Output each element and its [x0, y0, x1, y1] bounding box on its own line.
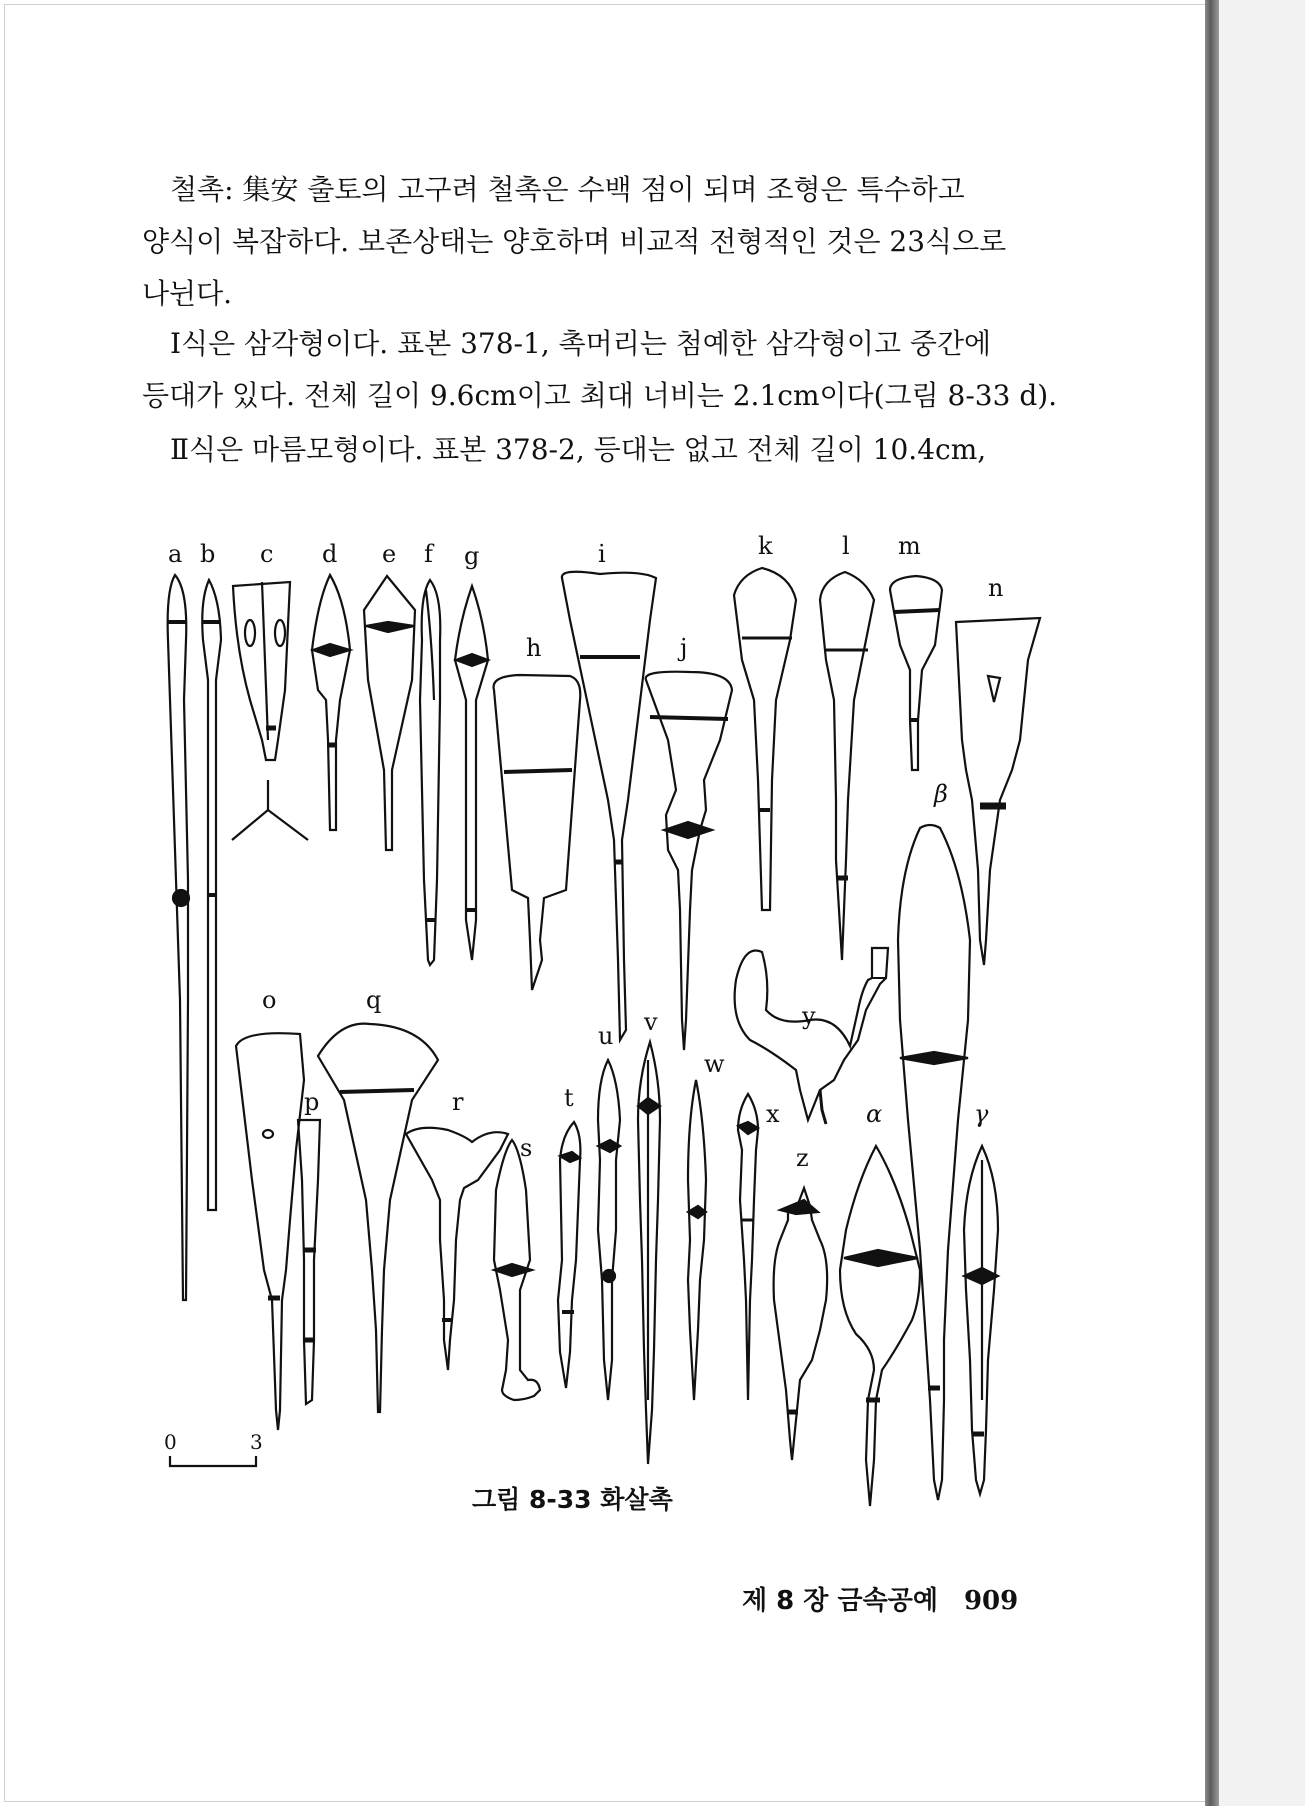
text-line: 철촉: 集安 출토의 고구려 철촉은 수백 점이 되며 조형은 특수하고	[170, 173, 965, 206]
midrib-c	[262, 582, 268, 740]
figure-label-c: c	[260, 540, 274, 568]
figure-label-p: p	[304, 1088, 320, 1116]
tip-y	[820, 1090, 826, 1124]
ridge-h	[504, 770, 572, 772]
node-u	[603, 1270, 615, 1282]
figure-label-t: t	[564, 1084, 574, 1112]
ridge-beta	[900, 1052, 968, 1064]
arrowhead-x	[738, 1094, 758, 1400]
arrowhead-r	[406, 1128, 508, 1370]
chapter-title: 제 8 장 금속공예	[742, 1586, 938, 1616]
figure-label-f: f	[424, 540, 433, 568]
arrowhead-p	[298, 1120, 320, 1404]
ridge-x	[738, 1122, 758, 1134]
hole-n	[988, 676, 1000, 702]
ridge-g	[456, 654, 488, 666]
figure-label-l: l	[842, 532, 850, 560]
figure-label-s: s	[520, 1134, 533, 1162]
arrowhead-d	[312, 575, 350, 830]
ridge-w	[688, 1206, 706, 1218]
arrowhead-alpha	[840, 1146, 920, 1506]
page-number: 909	[963, 1586, 1019, 1616]
arrowhead-e	[364, 576, 415, 850]
arrowhead-o	[236, 1033, 304, 1430]
figure-label-b: b	[200, 540, 216, 568]
figure-label-m: m	[898, 532, 921, 560]
scale-start-label: 0	[164, 1430, 177, 1454]
scale-bar-line	[170, 1456, 256, 1466]
page-footer	[742, 1580, 1018, 1617]
arrowhead-a	[168, 575, 188, 1300]
figure-label-z: z	[796, 1144, 809, 1172]
figure-label-alpha: α	[866, 1100, 883, 1128]
figure-label-y: y	[802, 1002, 816, 1030]
ridge-m	[894, 610, 940, 612]
figure-label-j: j	[680, 634, 688, 662]
arrowhead-w	[688, 1080, 706, 1400]
arrowhead-i	[562, 572, 656, 1040]
scale-end-label: 3	[250, 1430, 263, 1454]
text-line: 등대가 있다. 전체 길이 9.6cm이고 최대 너비는 2.1cm이다(그림 8-33 d).	[142, 379, 1058, 412]
arrowhead-l	[820, 572, 874, 960]
hole-c1	[245, 620, 255, 646]
figure-label-o: o	[262, 986, 277, 1014]
figure-label-beta: β	[934, 780, 948, 808]
figure-label-w: w	[704, 1050, 725, 1078]
figure-label-a: a	[168, 540, 183, 568]
figure-label-gamma: γ	[974, 1100, 989, 1128]
arrowhead-y	[735, 948, 888, 1120]
edge-f	[426, 590, 434, 700]
text-line: 양식이 복잡하다. 보존상태는 양호하며 비교적 전형적인 것은 23식으로	[142, 225, 1007, 258]
arrowhead-j	[646, 672, 732, 1050]
arrowhead-c	[233, 582, 290, 760]
ridge-alpha	[844, 1250, 918, 1266]
tang-c	[232, 780, 308, 840]
figure-label-i: i	[598, 540, 606, 568]
arrowhead-k	[734, 568, 796, 910]
ridge-d	[313, 644, 350, 656]
ridge-t	[560, 1152, 580, 1162]
arrowhead-g	[455, 586, 488, 960]
figure-label-u: u	[598, 1022, 614, 1050]
arrowhead-z	[774, 1188, 828, 1460]
ridge-e	[366, 622, 414, 632]
figure-label-d: d	[322, 540, 338, 568]
hole-o	[263, 1130, 273, 1138]
figure-label-q: q	[366, 986, 382, 1014]
figure-label-g: g	[464, 542, 480, 570]
figure-label-v: v	[644, 1008, 658, 1036]
figure-caption: 그림 8-33 화살촉	[472, 1485, 673, 1514]
arrowhead-u	[598, 1060, 620, 1400]
arrowhead-q	[318, 1024, 438, 1412]
node-a	[173, 890, 189, 906]
figure-label-k: k	[758, 532, 773, 560]
node-j	[664, 822, 712, 838]
figure-label-n: n	[988, 574, 1004, 602]
arrowhead-m	[890, 576, 942, 770]
figure-label-h: h	[526, 634, 542, 662]
arrowhead-beta	[898, 825, 970, 1500]
text-line: Ⅱ식은 마름모형이다. 표본 378-2, 등대는 없고 전체 길이 10.4cm,	[170, 433, 987, 466]
ridge-j	[650, 717, 728, 719]
arrowhead-h	[494, 675, 581, 990]
ridge-z	[780, 1200, 818, 1214]
arrowhead-n	[956, 618, 1040, 965]
figure-label-e: e	[382, 540, 397, 568]
text-line: Ⅰ식은 삼각형이다. 표본 378-1, 촉머리는 첨예한 삼각형이고 중간에	[170, 327, 992, 360]
figure-label-x: x	[766, 1100, 780, 1128]
text-line: 나뉜다.	[142, 277, 233, 310]
figure-label-r: r	[452, 1088, 464, 1116]
ridge-q	[340, 1090, 414, 1092]
hole-c2	[275, 620, 285, 646]
